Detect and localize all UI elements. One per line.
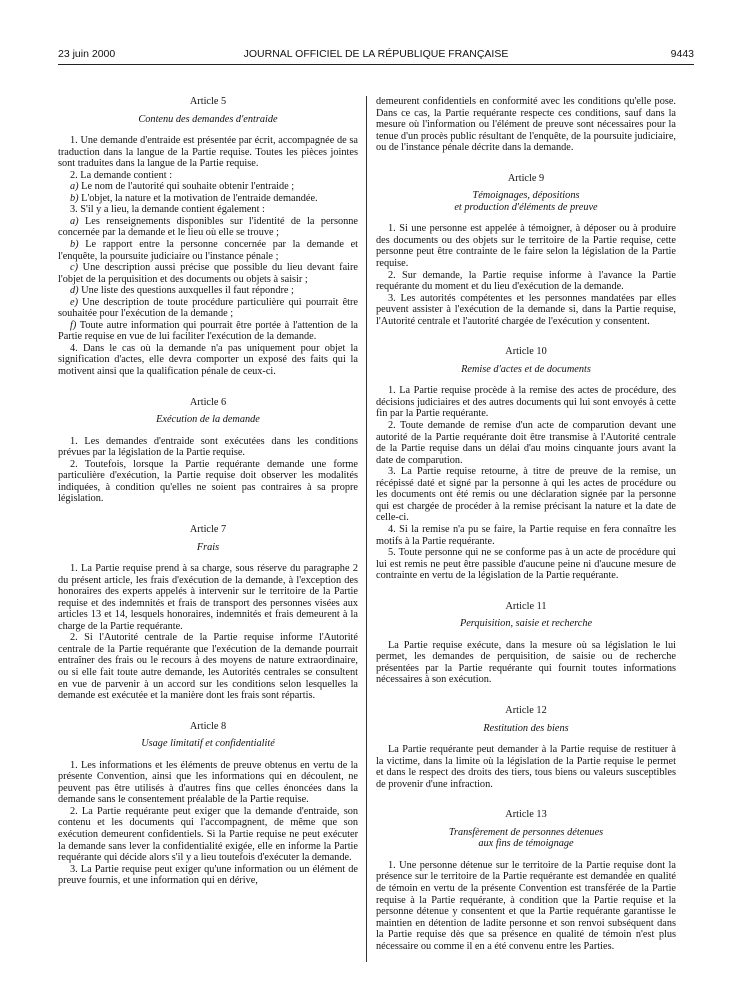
paragraph: 4. Dans le cas où la demande n'a pas uniquement pour objet la signification d'actes, elle devra comporter un exposé des faits qui la motivent ainsi que la qualification pénale de ceux-ci. bbox=[58, 342, 358, 378]
list-item bbox=[58, 285, 358, 297]
item-text: Toute autre information qui pourrait être portée à l'attention de la Partie requise en vue de lui faciliter l'exécution de la demande. bbox=[58, 319, 358, 343]
right-column bbox=[376, 96, 676, 952]
item-text: Une description de toute procédure particulière qui pourrait être souhaitée pour l'exécution de la demande ; bbox=[58, 296, 358, 320]
column-divider bbox=[366, 96, 367, 962]
item-letter: b) bbox=[70, 239, 79, 251]
paragraph: 2. Toutefois, lorsque la Partie requérante demande une forme particulière d'exécution, la Partie requise doit observer les modalités indiquées, à condition qu'elles ne soient pas contraires à sa propre législation. bbox=[58, 458, 358, 505]
list-item bbox=[58, 216, 358, 239]
list-item bbox=[58, 320, 358, 343]
list-item bbox=[58, 239, 358, 262]
paragraph: 1. Les informations et les éléments de preuve obtenus en vertu de la présente Convention, ainsi que les informations qui en découlent, ne peuvent pas être utilisés à d'autres fins que celles énoncées dans la demande sans le consentement préalable de la Partie requise. bbox=[58, 759, 358, 806]
article-subtitle: Témoignages, dépositions bbox=[472, 190, 580, 202]
item-letter: e) bbox=[70, 296, 78, 308]
article-10 bbox=[376, 346, 676, 581]
article-subtitle: Exécution de la demande bbox=[156, 414, 260, 426]
paragraph: 1. Une demande d'entraide est présentée par écrit, accompagnée de sa traduction dans la langue de la Partie requise. Toutes les pièces jointes sont traduites dans la langue de la Partie requise. bbox=[58, 135, 358, 170]
paragraph: La Partie requise exécute, dans la mesure où sa législation le lui permet, les demandes de perquisition, de saisie ou de recherche présentées par la Partie requérante qui fournit toutes informations nécessaires à son exécution. bbox=[376, 639, 676, 686]
page-number: 9443 bbox=[670, 48, 694, 60]
header-date: 23 juin 2000 bbox=[58, 48, 116, 60]
paragraph: 3. La Partie requise peut exiger qu'une information ou un élément de preuve fournis, et une information qui en dérive, bbox=[58, 863, 358, 887]
article-9 bbox=[376, 173, 676, 328]
article-subtitle: aux fins de témoignage bbox=[478, 838, 574, 850]
article-7 bbox=[58, 524, 358, 702]
article-title: Article 12 bbox=[505, 704, 547, 716]
paragraph: 3. Les autorités compétentes et les personnes mandatées par elles peuvent assister à l'exécution de la demande si, dans la Partie requise, l'Autorité centrale et l'autorité chargée de l'exécution y consentent. bbox=[376, 292, 676, 327]
item-text: Le nom de l'autorité qui souhaite obtenir l'entraide ; bbox=[78, 181, 295, 193]
item-text: Une description aussi précise que possible du lieu devant faire l'objet de la perquisition et des documents ou objets à saisir ; bbox=[58, 262, 358, 285]
article-title: Article 9 bbox=[507, 172, 545, 184]
article-title: Article 13 bbox=[505, 809, 547, 821]
item-letter: d) bbox=[70, 285, 79, 297]
item-letter: a) bbox=[70, 215, 79, 227]
list-item bbox=[58, 181, 358, 193]
page-header bbox=[58, 48, 694, 62]
paragraph: La Partie requérante peut demander à la Partie requise de restituer à la victime, dans la limite où la législation de la Partie requise le permet et dans le respect des droits des tiers, tous biens ou valeurs susceptibles de provenir d'une infraction. bbox=[376, 744, 676, 790]
paragraph: 5. Toute personne qui ne se conforme pas à un acte de procédure qui lui est remis ne peut être passible d'aucune peine ni d'aucune mesure de contrainte en vertu de la législation de la Partie requérante. bbox=[376, 547, 676, 582]
item-letter: b) bbox=[70, 192, 79, 204]
article-13 bbox=[376, 809, 676, 952]
article-subtitle: et production d'éléments de preuve bbox=[454, 201, 598, 213]
list-item bbox=[58, 297, 358, 320]
paragraph: 2. Sur demande, la Partie requise informe à l'avance la Partie requérante du moment et du lieu d'exécution de la demande. bbox=[376, 269, 676, 293]
article-11 bbox=[376, 601, 676, 686]
paragraph: 1. La Partie requise prend à sa charge, sous réserve du paragraphe 2 du présent article, les frais d'exécution de la demande, à l'exception des honoraires des experts appelés à intervenir sur le territoire de la Partie requise et des indemnités et frais de transport des personnes visées aux articles 13 et 14, lesquels honoraires, indemnités et frais demeurent à la charge de la Partie requérante. bbox=[58, 563, 358, 632]
article-subtitle: Contenu des demandes d'entraide bbox=[138, 113, 278, 125]
article-subtitle: Restitution des biens bbox=[483, 722, 569, 734]
paragraph: 1. Une personne détenue sur le territoire de la Partie requise dont la présence sur le territoire de la Partie requérante est demandée en qualité de témoin en vertu de la présente Convention est transférée de la Partie requise à la Partie requérante, à condition que la Partie requise et la personne détenue y consentent et que la Partie requérante garantisse le maintien en détention de ladite personne et son renvoi subséquent dans la Partie requise dès que sa présence en qualité de témoin n'est plus nécessaire ou comme il en a été convenu entre les Parties. bbox=[376, 859, 676, 952]
left-column bbox=[58, 96, 358, 887]
list-item bbox=[58, 262, 358, 285]
item-text: Une liste des questions auxquelles il faut répondre ; bbox=[78, 285, 294, 297]
article-title: Article 10 bbox=[505, 346, 547, 358]
article-subtitle: Usage limitatif et confidentialité bbox=[141, 738, 275, 750]
article-title: Article 5 bbox=[189, 96, 227, 107]
article-5 bbox=[58, 96, 358, 378]
paragraph: 1. Si une personne est appelée à témoigner, à déposer ou à produire des documents ou des objets sur le territoire de la Partie requise, cette personne peut être contrainte de le faire selon la législation de la Partie requise. bbox=[376, 223, 676, 270]
paragraph: 1. La Partie requise procède à la remise des actes de procédure, des décisions judiciaires et des autres documents qui lui sont envoyés à cette fin par la Partie requérante. bbox=[376, 385, 676, 420]
article-12 bbox=[376, 705, 676, 790]
article-title: Article 6 bbox=[189, 396, 227, 408]
paragraph: 2. La demande contient : bbox=[70, 169, 173, 181]
article-subtitle: Transfèrement de personnes détenues bbox=[448, 826, 604, 838]
paragraph: 3. La Partie requise retourne, à titre de preuve de la remise, un récépissé daté et signé par la personne à qui les actes de procédure ou les documents ont été remis ou une déclaration signée par la personne qui est chargée de procéder à la remise précisant la nature et la date de celle-ci. bbox=[376, 466, 676, 524]
continued-paragraph: demeurent confidentiels en conformité avec les conditions qu'elle pose. Dans ce cas, la Partie requérante respecte ces conditions, sauf dans la mesure où l'information ou l'élément de preuve sont nécessaires pour la tenue d'un procès public résultant de l'enquête, de la poursuite judiciaire, ou de l'instance pénale décrite dans la demande. bbox=[376, 96, 676, 154]
header-rule bbox=[58, 64, 694, 65]
article-8 bbox=[58, 721, 358, 887]
journal-title: JOURNAL OFFICIEL DE LA RÉPUBLIQUE FRANÇAISE bbox=[243, 48, 509, 60]
article-title: Article 8 bbox=[189, 720, 227, 732]
article-title: Article 11 bbox=[505, 600, 547, 612]
article-6 bbox=[58, 397, 358, 505]
paragraph: 4. Si la remise n'a pu se faire, la Partie requise en fera connaître les motifs à la Partie requérante. bbox=[376, 523, 676, 547]
article-title: Article 7 bbox=[189, 523, 227, 535]
article-subtitle: Perquisition, saisie et recherche bbox=[459, 618, 593, 630]
list-item bbox=[58, 193, 358, 205]
article-subtitle: Frais bbox=[196, 541, 220, 553]
article-subtitle: Remise d'actes et de documents bbox=[461, 363, 591, 375]
paragraph: 2. La Partie requérante peut exiger que la demande d'entraide, son contenu et les documents qui l'accompagnent, de même que son exécution demeurent confidentiels. Si la Partie requise ne peut exécuter la demande sans lever la confidentialité exigée, elle en informe la Partie requérante qui décide alors s'il y a lieu toutefois d'exécuter la demande. bbox=[58, 805, 358, 864]
item-letter: a) bbox=[70, 181, 79, 193]
paragraph: 3. S'il y a lieu, la demande contient également : bbox=[70, 204, 265, 216]
paragraph: 2. Si l'Autorité centrale de la Partie requise informe l'Autorité centrale de la Partie requérante que l'exécution de la demande pourrait entraîner des frais ou le recours à des moyens de nature extraordinaire, ou si elle fait toute autre demande, les Autorités centrales se consultent en vue de parvenir à un accord sur les conditions selon lesquelles la demande est exécutée et la manière dont les frais sont répartis. bbox=[58, 632, 358, 702]
item-text: L'objet, la nature et la motivation de l'entraide demandée. bbox=[78, 192, 318, 204]
item-letter: f) bbox=[70, 319, 77, 331]
item-text: Les renseignements disponibles sur l'identité de la personne concernée par la demande et le lieu où elle se trouve ; bbox=[58, 215, 358, 239]
item-text: Le rapport entre la personne concernée par la demande et l'enquête, la poursuite judiciaire ou l'instance pénale ; bbox=[58, 239, 358, 262]
paragraph: 2. Toute demande de remise d'un acte de comparution devant une autorité de la Partie requérante doit être transmise à l'Autorité centrale de la Partie requise dans un délai d'au moins cinquante jours avant la date de comparution. bbox=[376, 420, 676, 466]
paragraph: 1. Les demandes d'entraide sont exécutées dans les conditions prévues par la législation de la Partie requise. bbox=[58, 435, 358, 459]
item-letter: c) bbox=[70, 262, 78, 274]
